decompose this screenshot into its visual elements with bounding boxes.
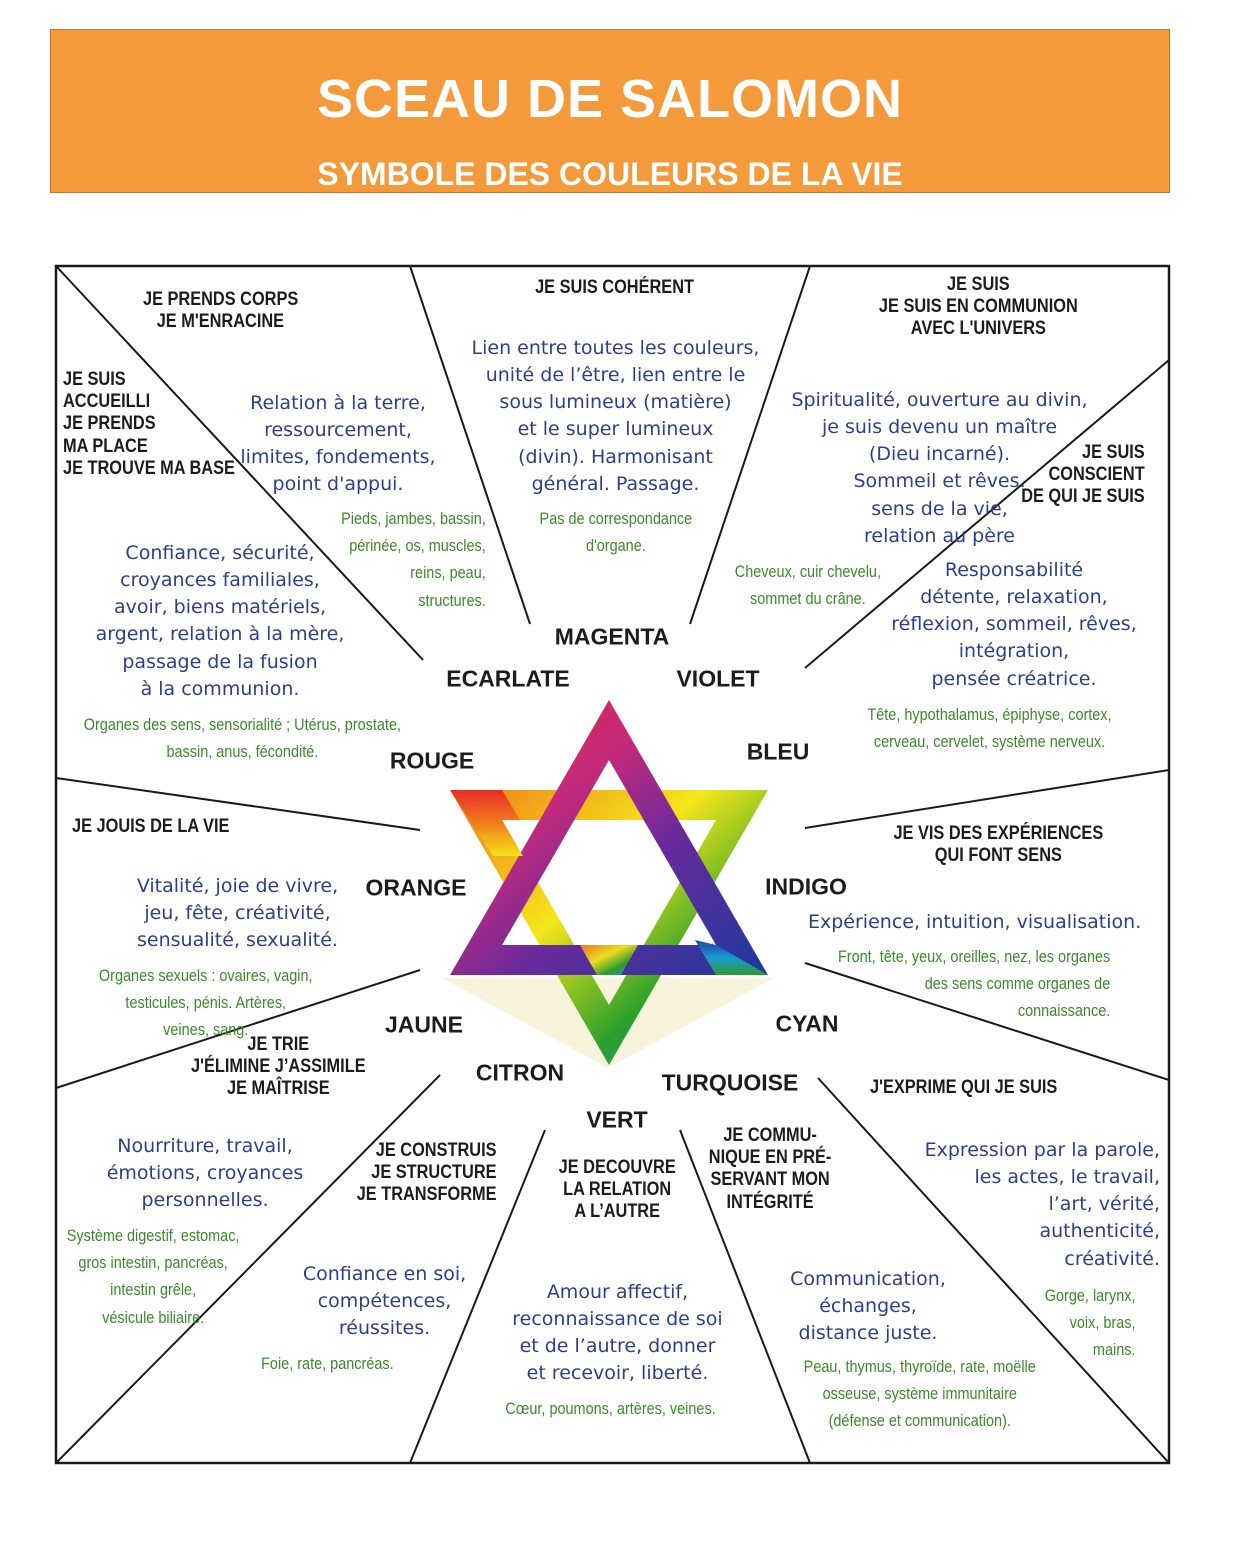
indigo-heading: JE VIS DES EXPÉRIENCES QUI FONT SENS — [893, 823, 1104, 867]
color-label-jaune: JAUNE — [385, 1011, 463, 1038]
cyan-organs: Gorge, larynx, voix, bras, mains. — [1044, 1286, 1136, 1360]
jaune-heading: JE TRIE J'ÉLIMINE J’ASSIMILE JE MAÎTRISE — [191, 1034, 366, 1100]
color-label-magenta: MAGENTA — [554, 623, 670, 650]
color-label-bleu: BLEU — [746, 738, 810, 765]
orange-organs: Organes sexuels : ovaires, vagin, testicules, pénis. Artères, veines, sang. — [98, 966, 313, 1040]
turquoise-organs: Peau, thymus, thyroïde, rate, moëlle osseuse, système immunitaire (défense et communication). — [803, 1357, 1036, 1431]
rouge-organs: Organes des sens, sensorialité ; Utérus, prostate, bassin, anus, fécondité. — [83, 715, 402, 762]
vert-description: Amour affectif, reconnaissance de soi et de l’autre, donner et recevoir, liberté. — [512, 1281, 723, 1385]
color-label-citron: CITRON — [475, 1059, 565, 1086]
magenta-heading: JE SUIS COHÉRENT — [535, 277, 694, 298]
star-of-solomon — [442, 700, 774, 1068]
bleu-heading: JE SUIS CONSCIENT DE QUI JE SUIS — [1021, 442, 1145, 508]
citron-organs: Foie, rate, pancréas. — [261, 1354, 394, 1373]
page-subtitle: SYMBOLE DES COULEURS DE LA VIE — [317, 156, 903, 192]
indigo-description: Expérience, intuition, visualisation. — [808, 911, 1142, 933]
orange-heading: JE JOUIS DE LA VIE — [72, 816, 230, 837]
vert-organs: Cœur, poumons, artères, veines. — [505, 1399, 716, 1418]
vert-heading: JE DECOUVRE LA RELATION A L’AUTRE — [558, 1157, 676, 1223]
rouge-heading: JE SUIS ACCUEILLI JE PRENDS MA PLACE JE TROUVE MA BASE — [63, 369, 235, 479]
color-label-vert: VERT — [586, 1106, 648, 1133]
turquoise-description: Communication, échanges, distance juste. — [790, 1268, 946, 1345]
magenta-organs: Pas de correspondance d'organe. — [539, 509, 693, 556]
citron-description: Confiance en soi, compétences, réussites. — [302, 1263, 467, 1340]
color-label-cyan: CYAN — [775, 1010, 839, 1037]
color-label-turquoise: TURQUOISE — [661, 1069, 799, 1096]
color-label-rouge: ROUGE — [389, 747, 475, 774]
color-label-violet: VIOLET — [676, 665, 760, 692]
jaune-organs: Système digestif, estomac, gros intestin, pancréas, intestin grêle, vésicule biliaire. — [66, 1226, 240, 1327]
indigo-organs: Front, tête, yeux, oreilles, nez, les organes des sens comme organes de connaissance. — [837, 947, 1111, 1021]
violet-heading: JE SUIS JE SUIS EN COMMUNION AVEC L'UNIVERS — [878, 274, 1078, 340]
citron-heading: JE CONSTRUIS JE STRUCTURE JE TRANSFORME — [356, 1140, 497, 1206]
bleu-description: Responsabilité détente, relaxation, réflexion, sommeil, rêves, intégration, pensée créatrice. — [891, 559, 1137, 690]
ecarlate-organs: Pieds, jambes, bassin, périnée, os, muscles, reins, peau, structures. — [341, 509, 486, 610]
ecarlate-description: Relation à la terre, ressourcement, limites, fondements, point d'appui. — [240, 392, 436, 496]
violet-organs: Cheveux, cuir chevelu, sommet du crâne. — [734, 562, 881, 609]
color-label-ecarlate: ECARLATE — [446, 665, 570, 692]
jaune-description: Nourriture, travail, émotions, croyances personnelles. — [106, 1135, 304, 1212]
turquoise-heading: JE COMMU- NIQUE EN PRÉ- SERVANT MON INTÉGRITÉ — [708, 1125, 832, 1213]
rouge-description: Confiance, sécurité, croyances familiales, avoir, biens matériels, argent, relation à la mère, passage de la fusion à la communion. — [95, 542, 345, 700]
cyan-heading: J'EXPRIME QUI JE SUIS — [870, 1077, 1058, 1098]
orange-description: Vitalité, joie de vivre, jeu, fête, créativité, sensualité, sexualité. — [136, 875, 339, 952]
ecarlate-heading: JE PRENDS CORPS JE M'ENRACINE — [143, 289, 299, 333]
color-label-orange: ORANGE — [365, 874, 467, 901]
violet-description: Spiritualité, ouverture au divin, je suis devenu un maître (Dieu incarné). Sommeil et rêves. sens de la vie, relation au père — [791, 389, 1088, 547]
magenta-description: Lien entre toutes les couleurs, unité de l’être, lien entre le sous lumineux (matière) et le super lumineux (divin). Harmonisant général. Passage. — [471, 337, 760, 495]
bleu-organs: Tête, hypothalamus, épiphyse, cortex, cerveau, cervelet, système nerveux. — [867, 705, 1112, 752]
page-title: SCEAU DE SALOMON — [316, 69, 904, 129]
color-label-indigo: INDIGO — [765, 873, 847, 900]
ray-line-5 — [805, 770, 1169, 828]
cyan-description: Expression par la parole, les actes, le travail, l’art, vérité, authenticité, créativité. — [924, 1139, 1160, 1270]
